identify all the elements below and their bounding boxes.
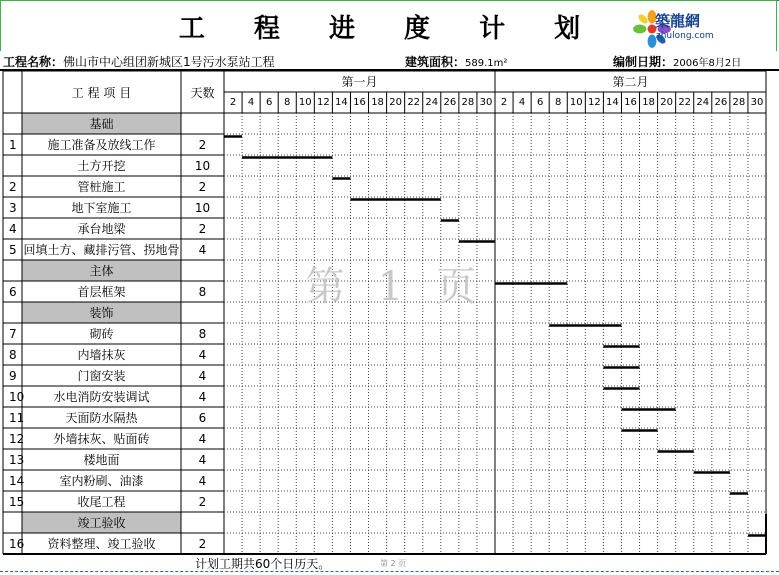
task-days: 8 [198,326,207,341]
day-tick-label: 20 [660,97,673,108]
column-header-item: 工 程 项 目 [71,85,132,100]
compile-date: 编制日期：2006年8月2日 [613,55,742,69]
day-tick-label: 14 [335,97,348,108]
day-tick-label: 26 [714,97,728,108]
day-tick-label: 22 [678,97,692,108]
day-tick-label: 8 [555,97,562,108]
task-number: 10 [9,389,25,404]
day-tick-label: 30 [479,97,493,108]
task-name: 回填土方、藏排污管、拐地骨 [23,243,180,257]
task-name: 土方开挖 [77,159,126,173]
footer-note: 计划工期共60个日历天。 [195,557,331,571]
day-tick-label: 26 [443,97,457,108]
task-name: 水电消防安装调试 [53,390,150,404]
task-number: 4 [9,221,17,236]
task-days: 4 [198,242,207,257]
task-days: 2 [198,494,207,509]
task-days: 10 [194,158,211,173]
footer-page: 第 2 页 [380,559,407,568]
task-name: 首层框架 [77,285,126,299]
task-name: 管桩施工 [77,180,126,194]
day-tick-label: 28 [732,97,746,108]
day-tick-label: 6 [265,97,273,108]
day-tick-label: 22 [407,97,421,108]
day-tick-label: 14 [606,97,619,108]
section-header: 竣工验收 [22,512,181,533]
day-tick-label: 4 [247,97,255,108]
day-tick-label: 28 [461,97,475,108]
task-days: 10 [194,200,211,215]
task-number: 3 [9,200,17,215]
task-days: 2 [198,221,207,236]
day-tick-label: 18 [371,97,384,108]
day-tick-label: 6 [536,97,544,108]
day-tick-label: 4 [518,97,526,108]
section-header: 装饰 [22,302,181,323]
task-number: 9 [9,368,17,383]
task-days: 4 [198,452,207,467]
day-tick-label: 16 [624,97,637,108]
day-tick-label: 12 [316,97,330,108]
task-name: 天面防水隔热 [65,411,138,425]
task-name: 资料整理、竣工验收 [47,537,156,551]
day-tick-label: 24 [425,97,439,108]
task-days: 4 [198,473,207,488]
page-watermark: 第 1 页 [305,264,486,310]
section-header: 主体 [22,260,181,281]
day-tick-label: 20 [389,97,402,108]
task-number: 11 [9,410,25,425]
task-number: 2 [9,179,17,194]
day-tick-label: 12 [587,97,601,108]
logo-name: 築龍網 [655,12,701,30]
task-number: 1 [9,137,17,152]
task-number: 7 [9,326,17,341]
building-area: 建筑面积：589.1m² [405,55,508,69]
task-name: 砌砖 [89,327,114,341]
task-days: 6 [198,410,207,425]
task-number: 14 [9,473,25,488]
day-tick-label: 10 [569,97,583,108]
project-name: 工程名称：佛山市中心组团新城区1号污水泵站工程 [3,55,275,69]
task-name: 内墙抹灰 [77,348,126,362]
task-number: 12 [9,431,25,446]
task-number: 13 [9,452,25,467]
day-tick-label: 16 [353,97,366,108]
month-header: 第二月 [612,75,649,89]
section-header: 基础 [22,113,181,134]
task-days: 2 [198,137,207,152]
task-days: 8 [198,284,207,299]
task-days: 2 [198,179,207,194]
task-days: 2 [198,536,207,551]
task-name: 承台地梁 [77,222,126,236]
month-header: 第一月 [341,75,378,89]
task-name: 室内粉刷、油漆 [59,474,144,488]
task-days: 4 [198,389,207,404]
task-name: 地下室施工 [71,201,132,215]
day-tick-label: 2 [229,97,237,108]
task-name: 收尾工程 [77,495,126,509]
day-tick-label: 10 [298,97,312,108]
task-name: 门窗安装 [77,369,126,383]
column-header-days: 天数 [190,85,215,100]
task-number: 8 [9,347,17,362]
task-number: 16 [9,536,25,551]
task-days: 4 [198,347,207,362]
task-number: 15 [9,494,25,509]
task-number: 5 [9,242,17,257]
day-tick-label: 2 [500,97,508,108]
task-days: 4 [198,368,207,383]
page-title: 工 程 进 度 计 划 [178,14,601,44]
day-tick-label: 18 [642,97,655,108]
day-tick-label: 24 [696,97,710,108]
task-name: 外墙抹灰、贴面砖 [53,432,150,446]
task-number: 6 [9,284,17,299]
task-name: 楼地面 [83,453,120,467]
task-days: 4 [198,431,207,446]
task-name: 施工准备及放线工作 [47,138,156,152]
day-tick-label: 8 [284,97,291,108]
day-tick-label: 30 [750,97,764,108]
page-break-line-bottom [0,571,779,572]
logo-url: zhulong.com [656,31,714,41]
